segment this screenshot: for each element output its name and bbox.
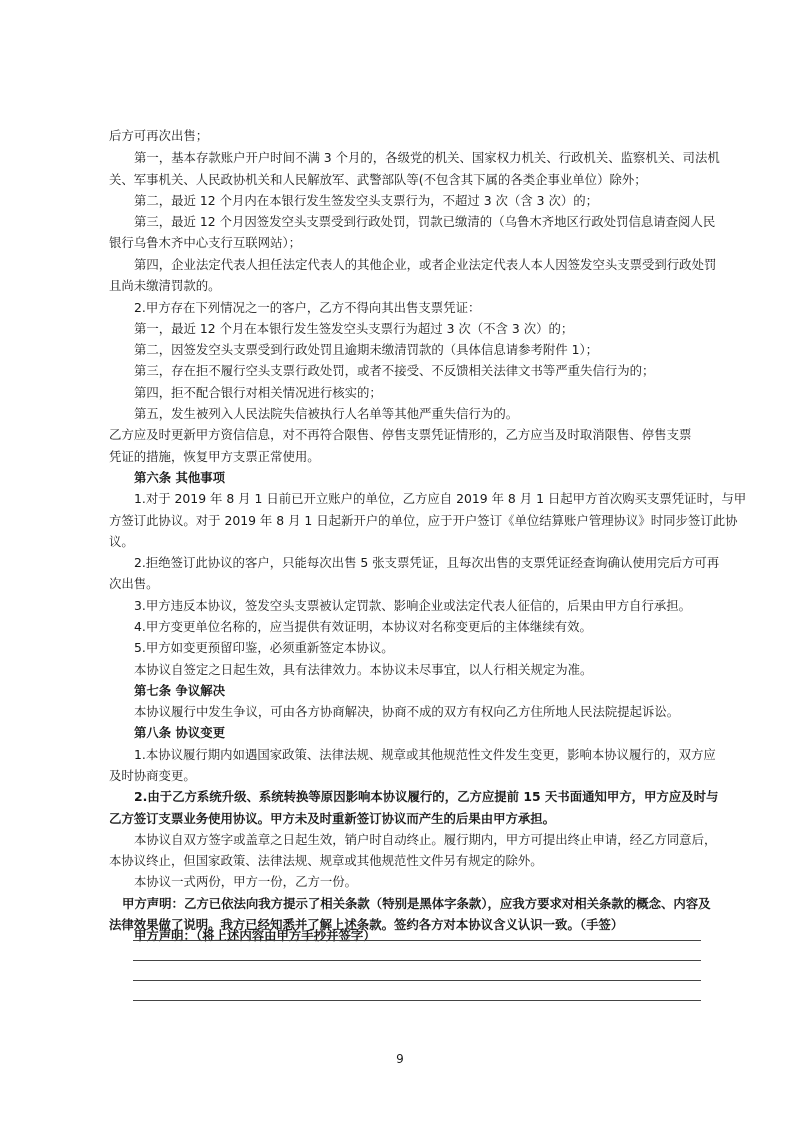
section-heading: 第七条 争议解决 [134, 683, 226, 698]
signature-line [133, 980, 701, 981]
paragraph-line: 第三，最近 12 个月因签发空头支票受到行政处罚，罚款已缴清的（乌鲁木齐地区行政处罚信息请查阅人民 [134, 214, 716, 229]
paragraph-line: 次出售。 [109, 576, 159, 591]
handwriting-prompt: 甲方声明：（将上述内容由甲方手抄并签字） [134, 928, 376, 943]
paragraph-line: 银行乌鲁木齐中心支行互联网站）； [109, 235, 302, 250]
page-number: 9 [396, 1052, 404, 1066]
section-heading: 第六条 其他事项 [134, 470, 226, 485]
paragraph-line: 第四，拒不配合银行对相关情况进行核实的； [134, 385, 382, 400]
signature-line [133, 960, 701, 961]
signature-line [133, 940, 701, 941]
paragraph-line: 3.甲方违反本协议，签发空头支票被认定罚款、影响企业或法定代表人征信的，后果由甲方自行承担。 [134, 598, 692, 613]
paragraph-line: 第一，最近 12 个月在本银行发生签发空头支票行为超过 3 次（不含 3 次）的； [134, 321, 574, 336]
paragraph-line: 且尚未缴清罚款的。 [109, 278, 221, 293]
paragraph-line: 1.对于 2019 年 8 月 1 日前已开立账户的单位，乙方应自 2019 年 8 月 1 日起甲方首次购买支票凭证时，与甲 [134, 491, 747, 506]
paragraph-line: 2.甲方存在下列情况之一的客户，乙方不得向其出售支票凭证： [134, 300, 481, 315]
paragraph-line: 乙方应及时更新甲方资信信息，对不再符合限售、停售支票凭证情形的，乙方应当及时取消限售、停售支票 [109, 427, 692, 442]
paragraph-line: 本协议终止，但国家政策、法律法规、规章或其他规范性文件另有规定的除外。 [109, 853, 543, 868]
declaration-line: 甲方声明：乙方已依法向我方提示了相关条款（特别是黑体字条款），应我方要求对相关条款的概念、内容及 [122, 896, 711, 911]
paragraph-line: 5.甲方如变更预留印鉴，必须重新签定本协议。 [134, 640, 394, 655]
paragraph-line: 4.甲方变更单位名称的，应当提供有效证明，本协议对名称变更后的主体继续有效。 [134, 619, 592, 634]
paragraph-line: 1.本协议履行期内如遇国家政策、法律法规、规章或其他规范性文件发生变更，影响本协议履行的，双方应 [134, 747, 716, 762]
paragraph-line: 本协议自签定之日起生效，具有法律效力。本协议未尽事宜，以人行相关规定为准。 [134, 662, 593, 677]
bold-clause-line: 2.由于乙方系统升级、系统转换等原因影响本协议履行的，乙方应提前 15 天书面通知甲方，甲方应及时与 [134, 789, 719, 804]
paragraph-line: 后方可再次出售； [109, 128, 209, 143]
paragraph-line: 2.拒绝签订此协议的客户，只能每次出售 5 张支票凭证，且每次出售的支票凭证经查询确认使用完后方可再 [134, 555, 720, 570]
paragraph-line: 本协议一式两份，甲方一份，乙方一份。 [134, 874, 358, 889]
paragraph-line: 凭证的措施，恢复甲方支票正常使用。 [109, 449, 320, 464]
paragraph-line: 本协议履行中发生争议，可由各方协商解决，协商不成的双方有权向乙方住所地人民法院提起诉讼。 [134, 704, 680, 719]
paragraph-line: 第一，基本存款账户开户时间不满 3 个月的，各级党的机关、国家权力机关、行政机关、监察机关、司法机 [134, 150, 720, 165]
signature-line [133, 1000, 701, 1001]
paragraph-line: 第四，企业法定代表人担任法定代表人的其他企业，或者企业法定代表人本人因签发空头支票受到行政处罚 [134, 257, 717, 272]
paragraph-line: 及时协商变更。 [109, 768, 196, 783]
declaration-line: 法律效果做了说明。我方已经知悉并了解上述条款。签约各方对本协议含义认识一致。（手签） [109, 917, 624, 932]
section-heading: 第八条 协议变更 [134, 725, 226, 740]
bold-clause-line: 乙方签订支票业务使用协议。甲方未及时重新签订协议而产生的后果由甲方承担。 [109, 811, 556, 826]
paragraph-line: 方签订此协议。对于 2019 年 8 月 1 日起新开户的单位，应于开户签订《单位结算账户管理协议》时同步签订此协 [109, 513, 738, 528]
paragraph-line: 第二，最近 12 个月内在本银行发生签发空头支票行为，不超过 3 次（含 3 次）的； [134, 193, 599, 208]
paragraph-line: 关、军事机关、人民政协机关和人民解放军、武警部队等(不包含其下属的各类企事业单位）除外； [109, 172, 647, 187]
paragraph-line: 第五，发生被列入人民法院失信被执行人名单等其他严重失信行为的。 [134, 406, 519, 421]
paragraph-line: 第三，存在拒不履行空头支票行政处罚，或者不接受、不反馈相关法律文书等严重失信行为的； [134, 363, 655, 378]
paragraph-line: 第二，因签发空头支票受到行政处罚且逾期未缴清罚款的（具体信息请参考附件 1）； [134, 342, 599, 357]
paragraph-line: 议。 [109, 534, 134, 549]
paragraph-line: 本协议自双方签字或盖章之日起生效，销户时自动终止。履行期内，甲方可提出终止申请，经乙方同意后， [134, 832, 717, 847]
